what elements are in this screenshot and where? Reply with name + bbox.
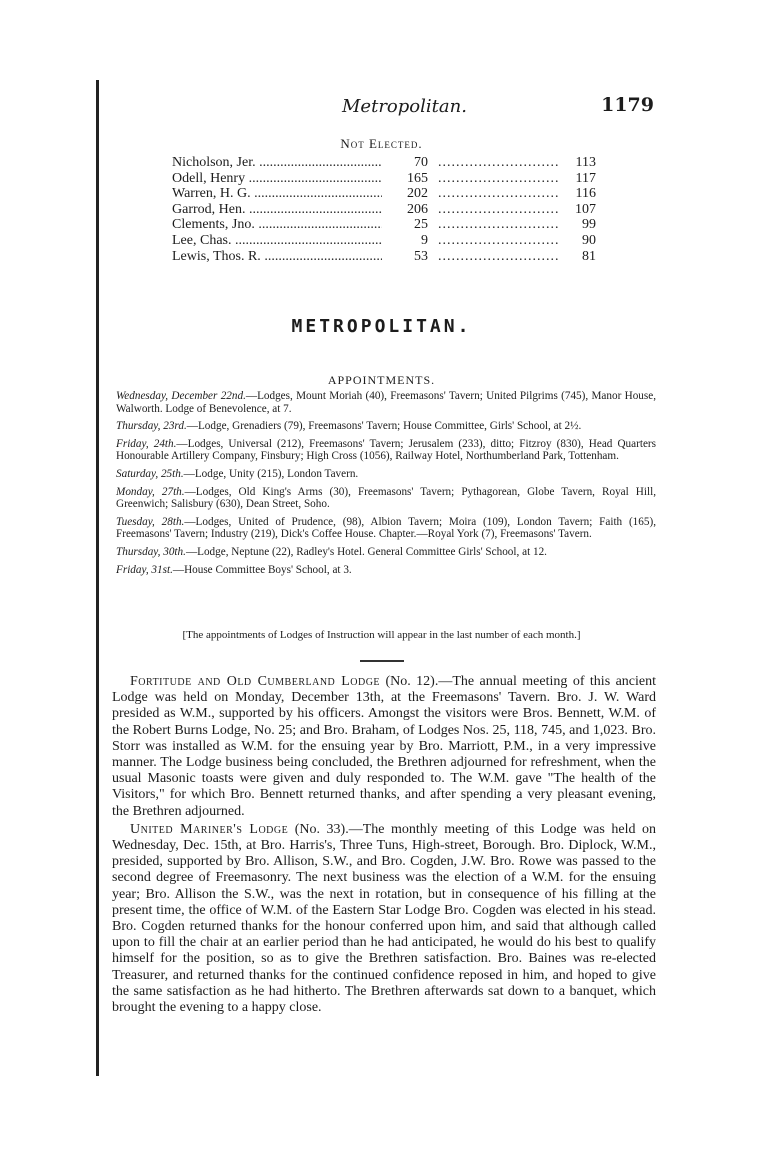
report-text: (No. 33).—The monthly meeting of this Lodge was held on Wednesday, Dec. 15th, at Bro. Harris's, Three Tuns, High-street, Borough. Bro. Diplock, W.M., presided, supported by Bro. Allison, S.W., and Bro. Cogden, J.W. Bro. Rowe was passed to the second degree of Freemasonry. The next business was the election of a W.M. for the ensuing year; Bro. Allison the S.W., was the next in rotation, but in consequence of his filling at the present time, the office of W.M. of the Eastern Star Lodge Bro. Cogden was elected in his stead. Bro. Cogden returned thanks for the honour conferred upon him, and said that although called upon to fill the chair at an earlier period than he had anticipated, he would do his best to qualify himself for the position, so as to give the Brethren satisfaction. Bro. Baines was re-elected Treasurer, and returned thanks for the continued confidence reposed in him, and hoped to give the same satisfaction as he had hitherto. The Brethren afterwards sat down to a banquet, which brought the evening to a happy close. bbox=[112, 821, 656, 1016]
lodge-report bbox=[112, 822, 656, 1016]
result-row bbox=[172, 233, 602, 249]
lodge-name: United Mariner's Lodge bbox=[130, 821, 289, 837]
second-vote-count: 81 bbox=[582, 248, 596, 264]
lodge-reports bbox=[112, 674, 656, 1018]
result-row bbox=[172, 155, 602, 171]
section-divider bbox=[360, 660, 404, 662]
appointment-day: Tuesday, 28th. bbox=[116, 515, 185, 528]
appointment-text: —Lodges, Universal (212), Freemasons' Tavern; Jerusalem (233), ditto; Fitzroy (830), Head Quarters Honourable Artillery Company, Finsbury; High Cross (1056), Railway Hotel, Northumberland Park, Tottenham. bbox=[116, 437, 656, 463]
leader-dots bbox=[438, 186, 558, 202]
candidate-name: Warren, H. G. ..... bbox=[172, 186, 382, 202]
result-row bbox=[172, 171, 602, 187]
first-vote-count: 202 bbox=[407, 186, 428, 202]
appointment-text: —Lodges, Mount Moriah (40), Freemasons' Tavern; United Pilgrims (745), Manor House, Walworth. Lodge of Benevolence, at 7. bbox=[116, 390, 656, 415]
appointment-day: Saturday, 25th. bbox=[116, 467, 184, 480]
appointment-entry bbox=[116, 546, 656, 559]
first-vote-count: 70 bbox=[414, 155, 428, 170]
page-header bbox=[110, 96, 658, 122]
appointment-day: Monday, 27th. bbox=[116, 485, 185, 498]
leader-dots bbox=[438, 233, 558, 249]
candidate-name: Garrod, Hen. ..... bbox=[172, 202, 382, 218]
appointment-text: —Lodge, Grenadiers (79), Freemasons' Tavern; House Committee, Girls' School, at 2½. bbox=[186, 420, 582, 433]
appointment-day: Thursday, 30th. bbox=[116, 545, 186, 558]
appointment-entry bbox=[116, 516, 656, 541]
appointment-day: Friday, 31st. bbox=[116, 563, 173, 576]
appointment-text: —Lodges, Old King's Arms (30), Freemasons' Tavern; Pythagorean, Globe Tavern, Royal Hill, Greenwich; Salisbury (630), Dean Street, Soho. bbox=[116, 485, 656, 511]
lodge-report bbox=[112, 674, 656, 820]
second-vote-count: 99 bbox=[582, 217, 596, 233]
result-row bbox=[172, 202, 602, 218]
first-vote-count: 9 bbox=[421, 232, 428, 248]
first-vote-count: 165 bbox=[407, 170, 428, 186]
appointment-entry bbox=[116, 420, 656, 433]
second-vote-count: 90 bbox=[582, 232, 596, 248]
not-elected-heading: Not Elected. bbox=[340, 136, 423, 151]
first-vote-count: 53 bbox=[414, 248, 428, 264]
result-row bbox=[172, 249, 602, 265]
page-number: 1179 bbox=[601, 94, 654, 116]
appointment-day: Friday, 24th. bbox=[116, 437, 177, 450]
leader-dots bbox=[438, 155, 558, 171]
second-vote-count: 116 bbox=[575, 186, 596, 202]
result-row bbox=[172, 186, 602, 202]
lodge-name: Fortitude and Old Cumberland Lodge bbox=[130, 674, 381, 689]
not-elected-table bbox=[172, 155, 602, 264]
second-vote-count: 107 bbox=[575, 201, 596, 217]
leader-dots bbox=[438, 249, 558, 265]
appointments-title: APPOINTMENTS. bbox=[327, 373, 436, 387]
candidate-name: Lewis, Thos. R. ..... bbox=[172, 249, 382, 265]
margin-rule bbox=[96, 80, 99, 1076]
appointment-entry bbox=[116, 390, 656, 415]
leader-dots bbox=[438, 217, 558, 233]
candidate-name: Clements, Jno. ..... bbox=[172, 217, 382, 233]
first-vote-count: 206 bbox=[407, 201, 428, 217]
leader-dots bbox=[438, 171, 558, 187]
second-vote-count: 117 bbox=[575, 170, 596, 186]
first-vote-count: 25 bbox=[414, 217, 428, 233]
appointment-day: Wednesday, December 22nd. bbox=[116, 390, 246, 402]
running-title: Metropolitan. bbox=[342, 96, 467, 117]
section-title: METROPOLITAN. bbox=[291, 316, 472, 337]
candidate-name: Odell, Henry ..... bbox=[172, 171, 382, 187]
leader-dots bbox=[438, 202, 558, 218]
appointment-text: —Lodge, Unity (215), London Tavern. bbox=[183, 467, 359, 480]
appointments-list bbox=[116, 390, 656, 581]
result-row bbox=[172, 217, 602, 233]
appointment-entry bbox=[116, 468, 656, 481]
appointment-text: —Lodges, United of Prudence, (98), Albion Tavern; Moira (109), London Tavern; Faith (165), Freemasons' Tavern; Industry (219), Dick's Coffee House. Chapter.—Royal York (7), Freemasons' Tavern. bbox=[116, 515, 656, 541]
candidate-name: Lee, Chas. ..... bbox=[172, 233, 382, 249]
appointments-note: [The appointments of Lodges of Instruction will appear in the last number of each month.] bbox=[182, 629, 581, 641]
candidate-name: Nicholson, Jer. ..... bbox=[172, 155, 382, 171]
appointment-text: —House Committee Boys' School, at 3. bbox=[172, 563, 352, 576]
appointment-day: Thursday, 23rd. bbox=[116, 420, 187, 433]
appointment-entry bbox=[116, 438, 656, 463]
report-text: (No. 12).—The annual meeting of this ancient Lodge was held on Monday, December 13th, at the Freemasons' Tavern. Bro. J. W. Ward presided as W.M., supported by his officers. Amongst the visitors were Bros. Bennett, W.M. of the Robert Burns Lodge, No. 25; and Bro. Braham, of Lodges Nos. 25, 118, 745, and 1,023. Bro. Storr was installed as W.M. for the ensuing year by Bro. Marriott, P.M., in a very impressive manner. The Lodge business being concluded, the Brethren adjourned for refreshment, when the usual Masonic toasts were given and duly responded to. The W.M. gave "The health of the Visitors," for which Bro. Bennett returned thanks, and after spending a very pleasant evening, the Brethren adjourned. bbox=[112, 674, 656, 819]
appointment-text: —Lodge, Neptune (22), Radley's Hotel. General Committee Girls' School, at 12. bbox=[185, 545, 547, 558]
appointment-entry bbox=[116, 564, 656, 577]
second-vote-count: 113 bbox=[575, 155, 596, 170]
appointment-entry bbox=[116, 486, 656, 511]
